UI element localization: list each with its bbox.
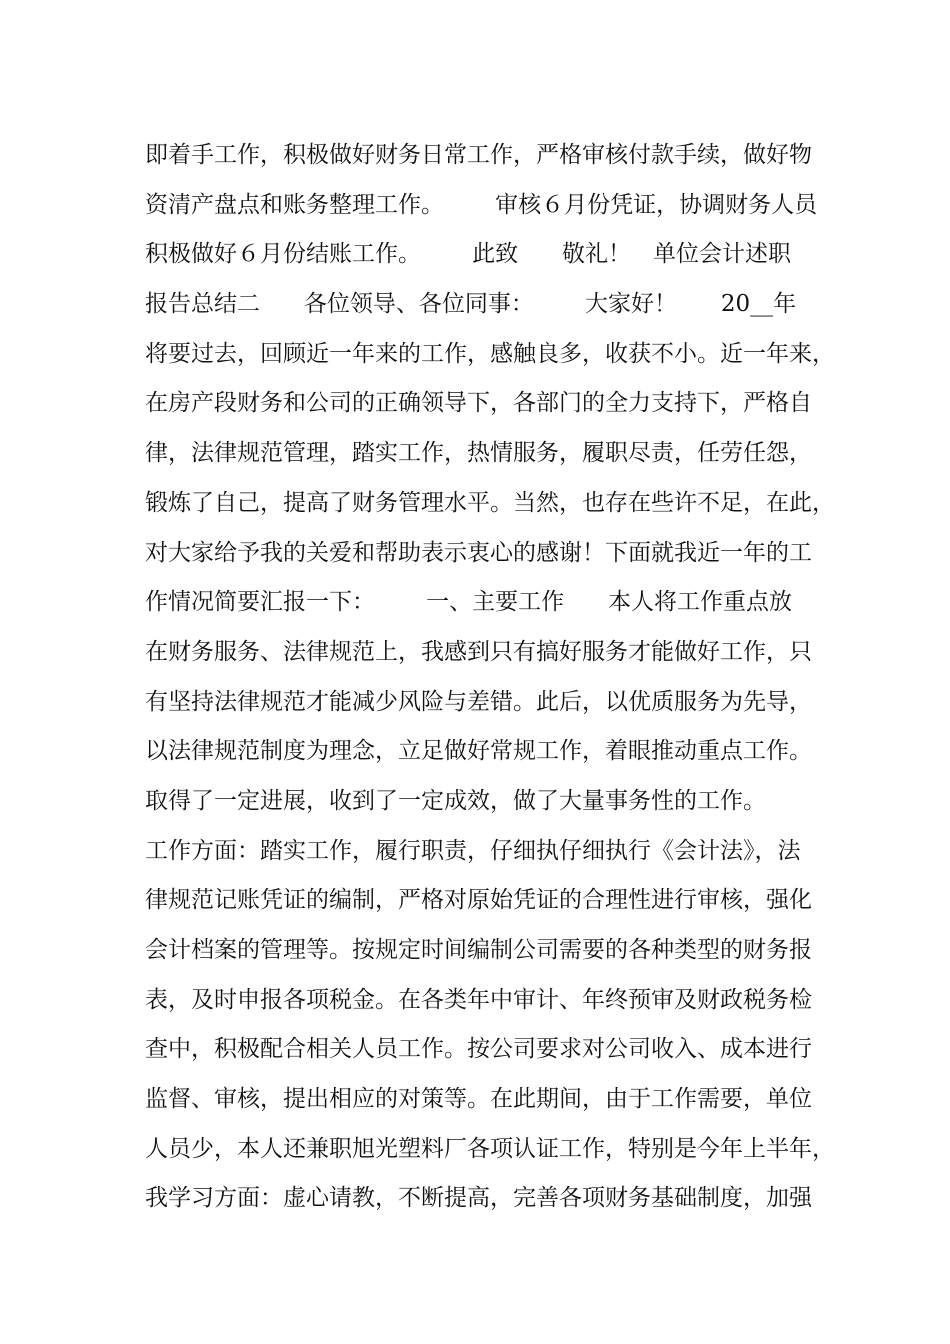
text-line: 律规范记账凭证的编制，严格对原始凭证的合理性进行审核，强化 — [145, 887, 812, 914]
text-line: 将要过去，回顾近一年来的工作，感触良多，收获不小。近一年来， — [145, 340, 835, 367]
text-line: 资清产盘点和账务整理工作。 审核６月份凭证，协调财务人员 — [145, 191, 818, 218]
text-line: 在房产段财务和公司的正确领导下，各部门的全力支持下，严格自 — [145, 390, 812, 417]
text-line: 积极做好６月份结账工作。 此致 敬礼！ 单位会计述职 — [145, 241, 791, 268]
text-line: 即着手工作，积极做好财务日常工作，严格审核付款手续，做好物 — [145, 142, 812, 168]
text-line: 我学习方面：虚心请教，不断提高，完善各项财务基础制度，加强 — [145, 1185, 812, 1212]
text-line: 表，及时申报各项税金。在各类年中审计、年终预审及财政税务检 — [145, 986, 812, 1013]
text-line: 监督、审核，提出相应的对策等。在此期间，由于工作需要，单位 — [145, 1086, 812, 1113]
text-line: 查中，积极配合相关人员工作。按公司要求对公司收入、成本进行 — [145, 1036, 812, 1063]
text-line: 有坚持法律规范才能减少风险与差错。此后，以优质服务为先导， — [145, 688, 812, 715]
text-line: 律，法律规范管理，踏实工作，热情服务，履职尽责，任劳任怨， — [145, 440, 812, 467]
text-line: 取得了一定进展，收到了一定成效，做了大量事务性的工作。 — [145, 787, 766, 814]
text-line: 报告总结二 各位领导、各位同事： 大家好！ 20__年 — [145, 291, 797, 318]
body-text — [145, 131, 845, 1224]
text-line: 会计档案的管理等。按规定时间编制公司需要的各种类型的财务报 — [145, 937, 812, 963]
text-line: 工作方面：踏实工作，履行职责，仔细执仔细执行《会计法》，法 — [145, 837, 801, 864]
text-line: 以法律规范制度为理念，立足做好常规工作，着眼推动重点工作。 — [145, 738, 812, 765]
text-line: 锻炼了自己，提高了财务管理水平。当然，也存在些许不足，在此， — [145, 489, 835, 516]
text-line: 在财务服务、法律规范上，我感到只有搞好服务才能做好工作，只 — [145, 638, 812, 665]
text-line: 人员少，本人还兼职旭光塑料厂各项认证工作，特别是今年上半年， — [145, 1135, 835, 1162]
text-line: 对大家给予我的关爱和帮助表示衷心的感谢！下面就我近一年的工 — [145, 539, 812, 566]
text-line: 作情况简要汇报一下： 一、主要工作 本人将工作重点放 — [145, 589, 793, 616]
